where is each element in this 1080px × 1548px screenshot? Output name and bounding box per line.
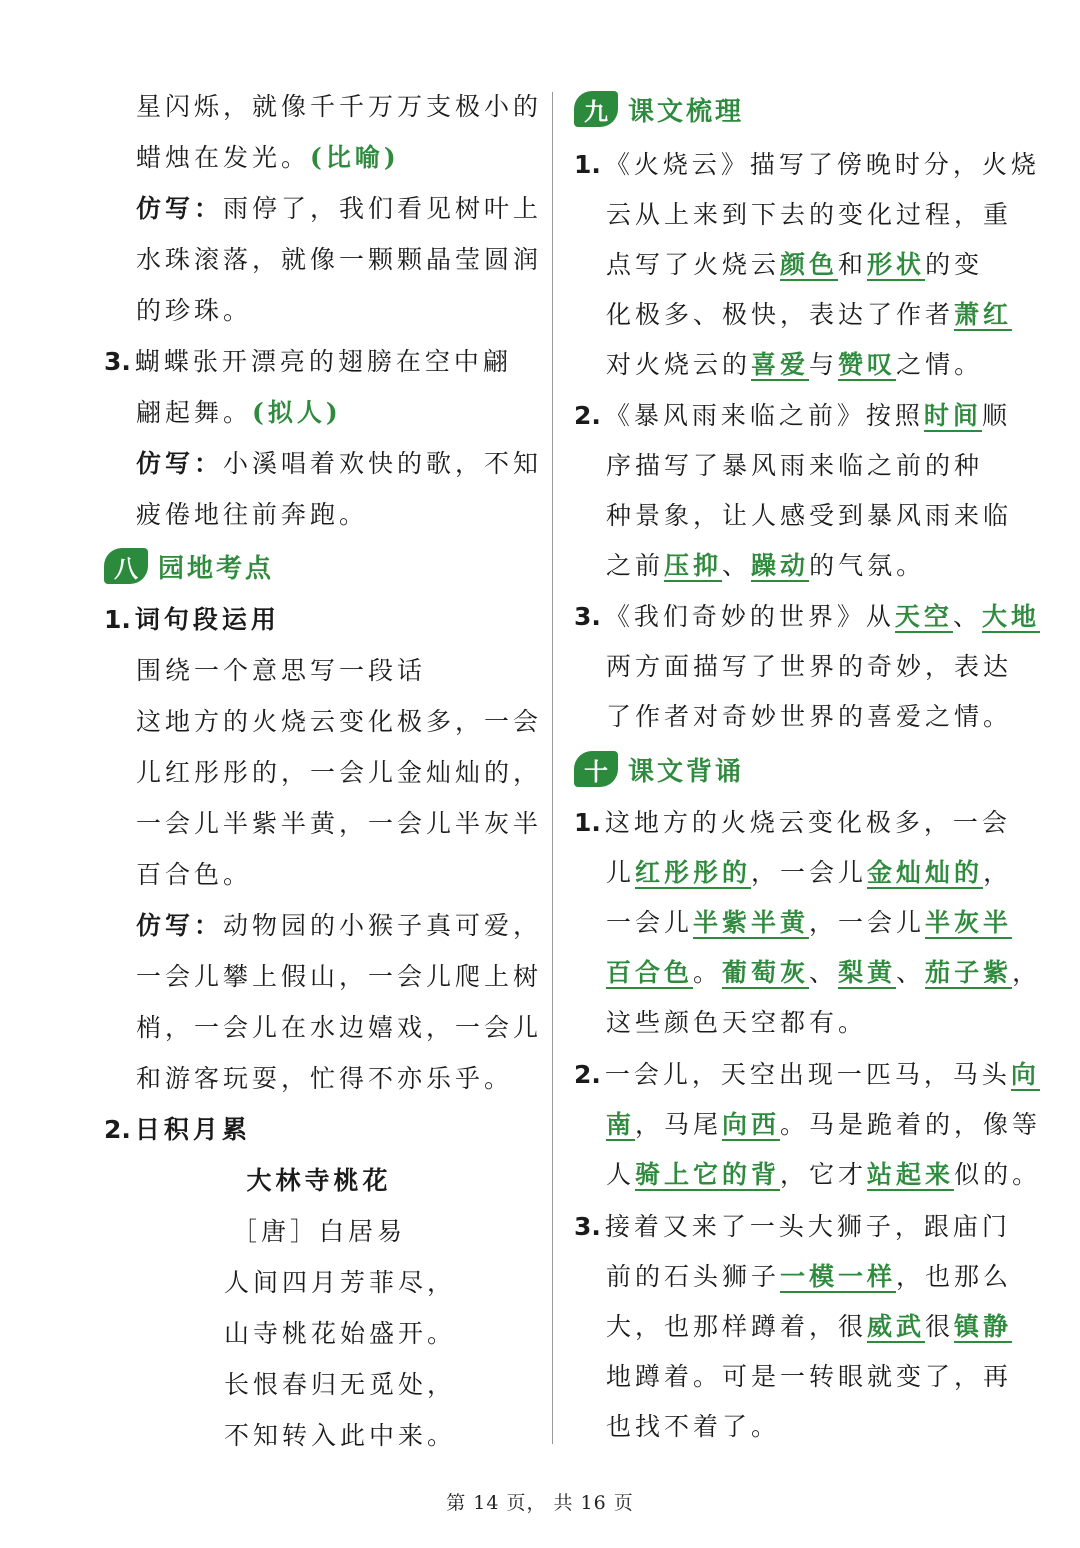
answer-blank: 向 — [1010, 1060, 1040, 1089]
answer-blank: 站起来 — [867, 1160, 955, 1189]
text-line: 2. 《暴风雨来临之前》按照时间顺 — [574, 401, 1011, 430]
poem-line: 山寺桃花始盛开。 — [224, 1319, 457, 1348]
imitation-line: 仿写：动物园的小猴子真可爱， — [136, 911, 543, 940]
text-line: 了作者对奇妙世界的喜爱之情。 — [606, 702, 1013, 731]
section-title: 课文背诵 — [628, 756, 745, 787]
text-line: 和游客玩耍，忙得不亦乐乎。 — [136, 1064, 514, 1093]
answer-blank: 一模一样 — [780, 1262, 897, 1291]
section-badge: 八 — [104, 548, 148, 584]
answer-blank: 压抑 — [664, 551, 723, 580]
text-line: 一会儿半紫半黄，一会儿半灰半 — [136, 809, 543, 838]
text-line: 的珍珠。 — [136, 296, 253, 325]
text-line: 地蹲着。可是一转眼就变了，再 — [606, 1362, 1013, 1391]
text-line: 蜡烛在发光。(比喻) — [136, 143, 400, 172]
text-line: 对火烧云的喜爱与赞叹之情。 — [606, 350, 984, 379]
answer-blank: 金灿灿的 — [867, 858, 984, 887]
rhetoric-answer: (拟人) — [252, 398, 342, 427]
poem-title: 大林寺桃花 — [246, 1166, 392, 1195]
poem-line: 不知转入此中来。 — [224, 1421, 457, 1450]
column-divider — [552, 92, 553, 1444]
text-line: 2. 一会儿，天空出现一匹马，马头向 — [574, 1060, 1040, 1089]
text-line: 南，马尾向西。马是跪着的，像等 — [606, 1110, 1042, 1139]
section-badge: 九 — [574, 91, 618, 127]
answer-blank: 萧红 — [954, 300, 1013, 329]
text-line: 一会儿半紫半黄，一会儿半灰半 — [606, 908, 1013, 937]
text-line: 3. 蝴蝶张开漂亮的翅膀在空中翩 — [104, 347, 512, 376]
answer-blank: 镇静 — [954, 1312, 1013, 1341]
answer-blank: 形状 — [867, 250, 926, 279]
text-line: 这地方的火烧云变化极多，一会 — [136, 707, 543, 736]
answer-blank: 颜色 — [780, 250, 839, 279]
text-line: 人骑上它的背，它才站起来似的。 — [606, 1160, 1042, 1189]
text-line: 这些颜色天空都有。 — [606, 1008, 868, 1037]
text-line: 梢，一会儿在水边嬉戏，一会儿 — [136, 1013, 543, 1042]
text-line: 儿红彤彤的，一会儿金灿灿的， — [136, 758, 543, 787]
text-line: 百合色。葡萄灰、梨黄、茄子紫， — [606, 958, 1042, 987]
answer-blank: 半紫半黄 — [693, 908, 810, 937]
text-line: 3. 《我们奇妙的世界》从天空、大地 — [574, 602, 1040, 631]
text-line: 大，也那样蹲着，很威武很镇静 — [606, 1312, 1013, 1341]
text-line: 序描写了暴风雨来临之前的种 — [606, 451, 984, 480]
section-header-8 — [104, 541, 274, 591]
text-line: 化极多、极快，表达了作者萧红 — [606, 300, 1013, 329]
text-line: 也找不着了。 — [606, 1412, 781, 1441]
text-line: 星闪烁，就像千千万万支极小的 — [136, 92, 543, 121]
text-line: 疲倦地往前奔跑。 — [136, 500, 369, 529]
text-line: 一会儿攀上假山，一会儿爬上树 — [136, 962, 543, 991]
text-line: 百合色。 — [136, 860, 253, 889]
answer-blank: 梨黄 — [838, 958, 897, 987]
section-title: 园地考点 — [158, 553, 275, 584]
section-header-10 — [574, 744, 744, 794]
text-line: 种景象，让人感受到暴风雨来临 — [606, 501, 1013, 530]
poem-author: ［唐］白居易 — [231, 1217, 406, 1246]
text-line: 围绕一个意思写一段话 — [136, 656, 427, 685]
text-line: 翩起舞。(拟人) — [136, 398, 342, 427]
text-line: 点写了火烧云颜色和形状的变 — [606, 250, 984, 279]
answer-blank: 躁动 — [751, 551, 810, 580]
answer-blank: 葡萄灰 — [722, 958, 810, 987]
imitation-line: 仿写：雨停了，我们看见树叶上 — [136, 194, 543, 223]
answer-blank: 骑上它的背 — [635, 1160, 781, 1189]
text-line: 1. 这地方的火烧云变化极多，一会 — [574, 808, 1011, 837]
imitation-label: 仿写： — [136, 449, 224, 478]
text-line: 云从上来到下去的变化过程，重 — [606, 200, 1013, 229]
answer-blank: 红彤彤的 — [635, 858, 752, 887]
answer-blank: 天空 — [894, 602, 953, 631]
imitation-label: 仿写： — [136, 194, 224, 223]
answer-blank: 时间 — [923, 401, 982, 430]
poem-line: 长恨春归无觅处， — [224, 1370, 457, 1399]
answer-blank: 喜爱 — [751, 350, 810, 379]
subheading: 1. 词句段运用 — [104, 605, 280, 634]
rhetoric-answer: (比喻) — [310, 143, 400, 172]
answer-blank: 赞叹 — [838, 350, 897, 379]
section-badge: 十 — [574, 751, 618, 787]
answer-blank: 向西 — [722, 1110, 781, 1139]
poem-line: 人间四月芳菲尽， — [224, 1268, 457, 1297]
answer-blank: 大地 — [981, 602, 1040, 631]
text-line: 前的石头狮子一模一样，也那么 — [606, 1262, 1013, 1291]
text-line: 两方面描写了世界的奇妙，表达 — [606, 652, 1013, 681]
subheading: 2. 日积月累 — [104, 1115, 251, 1144]
text-line: 之前压抑、躁动的气氛。 — [606, 551, 926, 580]
imitation-label: 仿写： — [136, 911, 224, 940]
text-line: 1. 《火烧云》描写了傍晚时分，火烧 — [574, 150, 1040, 179]
imitation-line: 仿写：小溪唱着欢快的歌，不知 — [136, 449, 543, 478]
item-number: 3. — [104, 347, 131, 376]
answer-blank: 茄子紫 — [925, 958, 1013, 987]
answer-blank: 百合色 — [606, 958, 694, 987]
text-line: 3. 接着又来了一头大狮子，跟庙门 — [574, 1212, 1011, 1241]
text-line: 儿红彤彤的，一会儿金灿灿的， — [606, 858, 1013, 887]
section-header-9 — [574, 84, 744, 134]
page-footer: 第 14 页， 共 16 页 — [446, 1492, 634, 1514]
answer-blank: 南 — [606, 1110, 636, 1139]
text-line: 水珠滚落，就像一颗颗晶莹圆润 — [136, 245, 543, 274]
section-title: 课文梳理 — [628, 96, 745, 127]
answer-blank: 半灰半 — [925, 908, 1013, 937]
answer-blank: 威武 — [867, 1312, 926, 1341]
